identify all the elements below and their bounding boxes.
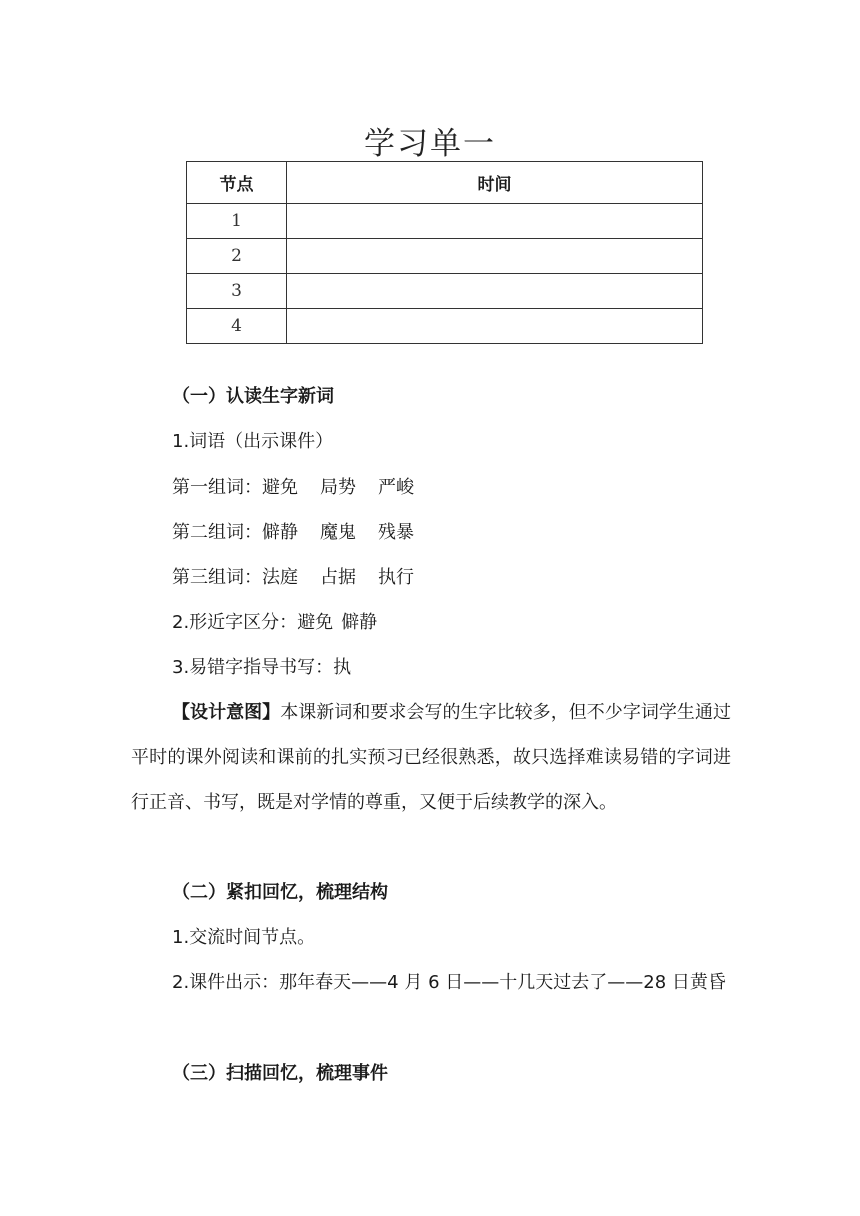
design-intent-text: 本课新词和要求会写的生字比较多，但不少字词学生通过平时的课外阅读和课前的扎实预习已经很熟悉，故只选择难读易错的字词进行正音、书写，既是对学情的尊重，又便于后续教学的深入。 (131, 702, 732, 813)
header-node: 节点 (187, 162, 287, 204)
study-table (186, 161, 703, 344)
word: 魔鬼 (320, 522, 356, 543)
word: 局势 (320, 477, 356, 498)
section2-item2: 2.课件出示：那年春天——4 月 6 日——十几天过去了——28 日黄昏 (172, 972, 726, 993)
word-group-3 (172, 566, 414, 590)
section1-item2 (172, 611, 377, 635)
word-group-1 (172, 476, 414, 500)
table-header-row (187, 162, 703, 204)
section1-item1: 1.词语（出示课件） (172, 431, 334, 452)
group-label: 第三组词： (172, 567, 262, 588)
word: 避免 (262, 477, 298, 498)
section2-heading: （二）紧扣回忆，梳理结构 (172, 882, 388, 903)
design-intent-tag: 【设计意图】 (172, 702, 281, 723)
table-row (187, 274, 703, 309)
node-cell: 3 (187, 274, 287, 309)
group-label: 第一组词： (172, 477, 262, 498)
word-group-2 (172, 521, 414, 545)
section1-item3: 3.易错字指导书写：执 (172, 657, 352, 678)
time-cell (287, 309, 703, 344)
time-cell (287, 239, 703, 274)
word: 严峻 (378, 477, 414, 498)
design-intent-paragraph (131, 690, 731, 825)
section1-heading: （一）认读生字新词 (172, 386, 334, 407)
table-row (187, 204, 703, 239)
word: 执行 (378, 567, 414, 588)
word: 僻静 (262, 522, 298, 543)
word: 残暴 (378, 522, 414, 543)
section2-item1: 1.交流时间节点。 (172, 927, 316, 948)
table-row (187, 239, 703, 274)
table-row (187, 309, 703, 344)
node-cell: 4 (187, 309, 287, 344)
node-cell: 1 (187, 204, 287, 239)
item-label: 2.形近字区分： (172, 612, 298, 633)
header-time: 时间 (287, 162, 703, 204)
section3-heading: （三）扫描回忆，梳理事件 (172, 1063, 388, 1084)
page-title: 学习单一 (364, 126, 496, 162)
time-cell (287, 274, 703, 309)
word: 占据 (320, 567, 356, 588)
time-cell (287, 204, 703, 239)
word: 僻静 (341, 612, 378, 633)
group-label: 第二组词： (172, 522, 262, 543)
word: 避免 (297, 612, 334, 633)
node-cell: 2 (187, 239, 287, 274)
word: 法庭 (262, 567, 298, 588)
